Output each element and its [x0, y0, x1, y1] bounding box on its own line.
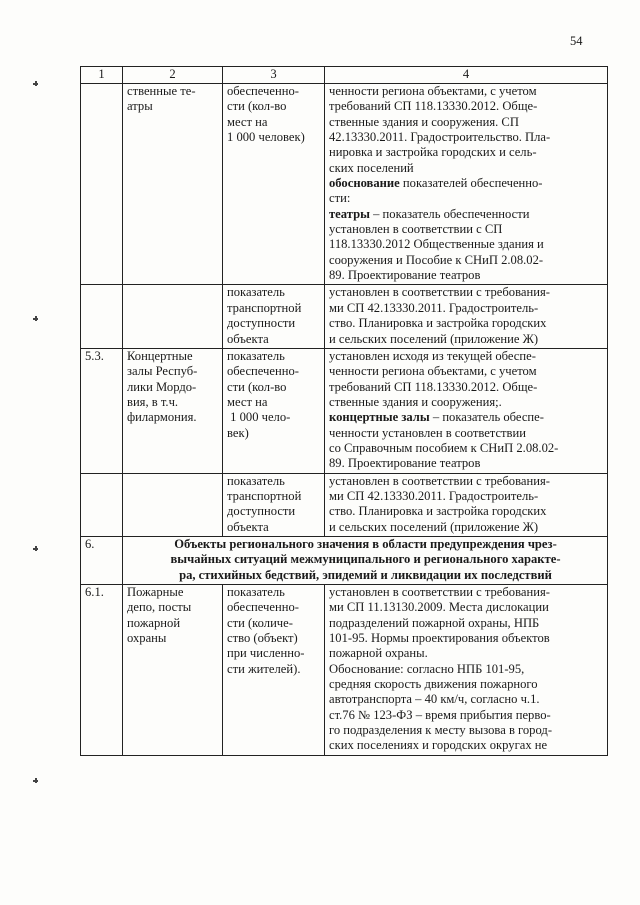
object-name-cell: Концертные залы Респуб- лики Мордо- вия, в т.ч. филармония. [123, 348, 223, 473]
indicator-cell: показатель транспортной доступности объекта [223, 473, 325, 536]
page-number: 54 [570, 34, 583, 48]
table-row [81, 585, 608, 756]
header-col-2: 2 [123, 67, 223, 84]
header-col-1: 1 [81, 67, 123, 84]
object-name-cell [123, 285, 223, 348]
object-name-cell [123, 473, 223, 536]
section-row [81, 536, 608, 584]
row-number-cell [81, 285, 123, 348]
row-number-cell: 5.3. [81, 348, 123, 473]
table-header-row [81, 67, 608, 84]
object-name-cell: Пожарные депо, посты пожарной охраны [123, 585, 223, 756]
indicator-cell: показатель транспортной доступности объекта [223, 285, 325, 348]
bold-term: обоснование [329, 176, 400, 191]
section-title: Объекты регионального значения в области предупреждения чрез- вычайных ситуаций межмуниципального и регионального характе- ра, стихийных бедствий, эпидемий и ликвидации их последствий [123, 536, 608, 584]
justification-cell: установлен в соответствии с требования- ми СП 42.13330.2011. Градостроитель- ство. Планировка и застройка городских и сельских поселений (приложение Ж) [325, 473, 608, 536]
row-number-cell [81, 473, 123, 536]
bold-term: театры [329, 206, 370, 221]
justification-cell: установлен исходя из текущей обеспе- ченности региона объектами, с учетом требований СП 118.13330.2012. Обще- ственные здания и сооружения;. концертные залы – показатель обеспе- ченности установлен в соответствии со Справочным пособием к СНиП 2.08.02- 89. Проектирование театров [325, 348, 608, 473]
header-col-4: 4 [325, 67, 608, 84]
justification-cell: ченности региона объектами, с учетом требований СП 118.13330.2012. Обще- ственные здания и сооружения. СП 42.13330.2011. Градостроительство. Пла- нировка и застройка городских и сель- ских поселений обоснование показателей обеспеченно- сти: театры – показатель обеспеченности установлен в соответствии с СП 118.13330.2012 Общественные здания и сооружения и Пособие к СНиП 2.08.02- 89. Проектирование театров [325, 84, 608, 285]
table-row [81, 348, 608, 473]
indicator-cell: показатель обеспеченно- сти (количе- ство (объект) при численно- сти жителей). [223, 585, 325, 756]
margin-mark [33, 780, 38, 782]
bold-term: концертные залы [329, 410, 430, 425]
justification-cell: установлен в соответствии с требования- ми СП 11.13130.2009. Места дислокации подразделений пожарной охраны, НПБ 101-95. Нормы проектирования объектов пожарной охраны. Обоснование: согласно НПБ 101-95, средняя скорость движения пожарного автотранспорта – 40 км/ч, согласно ч.1. ст.76 № 123-ФЗ – время прибытия перво- го подразделения к месту вызова в город- ских поселениях и городских округах не [325, 585, 608, 756]
margin-mark [33, 548, 38, 550]
regional-objects-table [80, 66, 608, 756]
row-number-cell: 6. [81, 536, 123, 584]
indicator-cell: показатель обеспеченно- сти (кол-во мест на 1 000 чело- век) [223, 348, 325, 473]
row-number-cell: 6.1. [81, 585, 123, 756]
object-name-cell: ственные те- атры [123, 84, 223, 285]
row-number-cell [81, 84, 123, 285]
justification-cell: установлен в соответствии с требования- ми СП 42.13330.2011. Градостроитель- ство. Планировка и застройка городских и сельских поселений (приложение Ж) [325, 285, 608, 348]
indicator-cell: обеспеченно- сти (кол-во мест на 1 000 человек) [223, 84, 325, 285]
margin-mark [33, 83, 38, 85]
table-row [81, 473, 608, 536]
table-row [81, 84, 608, 285]
margin-mark [33, 318, 38, 320]
table-row [81, 285, 608, 348]
header-col-3: 3 [223, 67, 325, 84]
